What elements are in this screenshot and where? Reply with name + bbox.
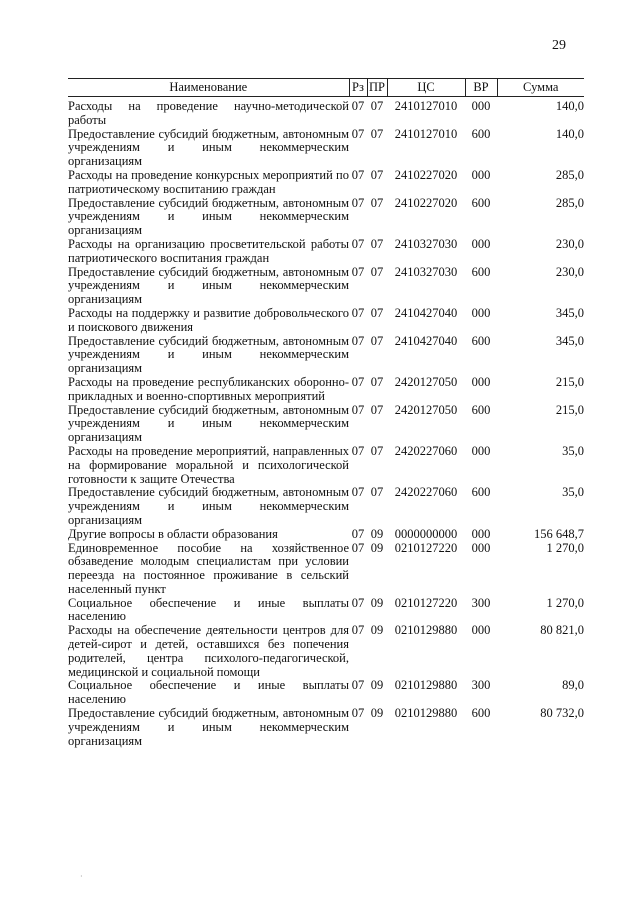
cell-rz: 07	[351, 595, 365, 610]
cell-sum: 215,0	[555, 402, 584, 417]
cell-pr: 09	[370, 678, 384, 693]
cell-rz: 07	[351, 485, 365, 500]
cell-vr: 000	[471, 623, 491, 638]
cell-name: Другие вопросы в области образования	[68, 526, 278, 541]
table-row	[68, 335, 584, 376]
table-row	[68, 707, 584, 748]
page-number: 29	[552, 38, 566, 53]
cell-pr: 07	[370, 236, 384, 251]
cell-sum: 230,0	[555, 264, 584, 279]
cell-rz: 07	[351, 264, 365, 279]
cell-cs: 0210127220	[394, 540, 458, 555]
cell-pr: 07	[370, 126, 384, 141]
cell-rz: 07	[351, 126, 365, 141]
cell-vr: 000	[471, 374, 491, 389]
cell-cs: 2420227060	[394, 485, 458, 500]
header-rz: Рз	[349, 79, 367, 97]
table-row	[68, 528, 584, 542]
cell-name: Расходы на организацию просветительской работы патриотического воспитания граждан	[68, 236, 349, 265]
table-row	[68, 542, 584, 597]
cell-name: Расходы на обеспечение деятельности центров для детей-сирот и детей, оставшихся без попечения родителей, центра психолого-педагогической, медицинской и социальной помощи	[68, 623, 349, 679]
cell-vr: 000	[471, 540, 491, 555]
cell-sum: 35,0	[562, 485, 584, 500]
budget-table	[68, 78, 584, 748]
header-name: Наименование	[68, 79, 349, 97]
table-row	[68, 100, 584, 128]
cell-name: Предоставление субсидий бюджетным, автономным учреждениям и иным некоммерческим организациям	[68, 706, 349, 748]
table-row	[68, 624, 584, 679]
cell-vr: 000	[471, 443, 491, 458]
cell-cs: 2410227020	[394, 195, 458, 210]
cell-sum: 140,0	[555, 99, 584, 113]
cell-vr: 000	[471, 167, 491, 182]
cell-cs: 2420127050	[394, 402, 458, 417]
cell-name: Предоставление субсидий бюджетным, автономным учреждениям и иным некоммерческим организациям	[68, 195, 349, 238]
header-cs: ЦС	[387, 79, 465, 97]
header-vr: ВР	[465, 79, 497, 97]
table-row	[68, 197, 584, 238]
cell-name: Расходы на проведение мероприятий, направленных на формирование моральной и психологической готовности к защите Отечества	[68, 443, 349, 486]
cell-name: Социальное обеспечение и иные выплаты населению	[68, 678, 349, 707]
cell-name: Единовременное пособие на хозяйственное обзаведение молодым специалистам при условии переезда на постоянное проживание в сельский населенный пункт	[68, 540, 349, 596]
cell-cs: 2410227020	[394, 167, 458, 182]
cell-pr: 09	[370, 540, 384, 555]
cell-pr: 07	[370, 195, 384, 210]
cell-vr: 600	[471, 402, 491, 417]
cell-name: Предоставление субсидий бюджетным, автономным учреждениям и иным некоммерческим организациям	[68, 485, 349, 527]
cell-sum: 80 732,0	[540, 706, 584, 721]
cell-cs: 0210129880	[394, 706, 458, 721]
cell-name: Предоставление субсидий бюджетным, автономным учреждениям и иным некоммерческим организациям	[68, 126, 349, 169]
cell-pr: 07	[370, 374, 384, 389]
cell-sum: 345,0	[555, 333, 584, 348]
cell-sum: 215,0	[555, 374, 584, 389]
cell-sum: 35,0	[562, 443, 584, 458]
cell-cs: 2420127050	[394, 374, 458, 389]
cell-vr: 000	[471, 99, 491, 113]
cell-rz: 07	[351, 374, 365, 389]
cell-pr: 09	[370, 595, 384, 610]
cell-pr: 07	[370, 443, 384, 458]
cell-sum: 1 270,0	[546, 595, 584, 610]
cell-rz: 07	[351, 305, 365, 320]
cell-pr: 07	[370, 485, 384, 500]
cell-cs: 2410127010	[394, 99, 458, 113]
cell-vr: 600	[471, 333, 491, 348]
table-row	[68, 128, 584, 169]
header-sum: Сумма	[497, 79, 584, 97]
cell-sum: 345,0	[555, 305, 584, 320]
cell-name: Социальное обеспечение и иные выплаты населению	[68, 595, 349, 624]
cell-pr: 07	[370, 333, 384, 348]
cell-vr: 000	[471, 305, 491, 320]
table-row	[68, 597, 584, 625]
cell-vr: 000	[471, 526, 491, 541]
cell-rz: 07	[351, 443, 365, 458]
cell-name: Предоставление субсидий бюджетным, автономным учреждениям и иным некоммерческим организациям	[68, 402, 349, 445]
cell-name: Предоставление субсидий бюджетным, автономным учреждениям и иным некоммерческим организациям	[68, 333, 349, 376]
cell-rz: 07	[351, 99, 365, 113]
table-row	[68, 404, 584, 445]
cell-cs: 2410327030	[394, 264, 458, 279]
cell-name: Расходы на проведение республиканских оборонно-прикладных и военно-спортивных мероприятий	[68, 374, 349, 403]
scan-mark: ·	[80, 872, 83, 881]
cell-rz: 07	[351, 623, 365, 638]
cell-cs: 2410327030	[394, 236, 458, 251]
cell-vr: 000	[471, 236, 491, 251]
cell-sum: 156 648,7	[534, 526, 584, 541]
cell-vr: 600	[471, 485, 491, 500]
table-row	[68, 238, 584, 266]
cell-vr: 600	[471, 126, 491, 141]
cell-sum: 89,0	[562, 678, 584, 693]
cell-cs: 0210129880	[394, 678, 458, 693]
table-row	[68, 169, 584, 197]
table-row	[68, 307, 584, 335]
cell-sum: 80 821,0	[540, 623, 584, 638]
cell-vr: 300	[471, 595, 491, 610]
cell-pr: 09	[370, 526, 384, 541]
cell-vr: 600	[471, 706, 491, 721]
cell-name: Расходы на поддержку и развитие добровольческого и поискового движения	[68, 305, 349, 334]
cell-sum: 285,0	[555, 167, 584, 182]
cell-sum: 285,0	[555, 195, 584, 210]
cell-cs: 2420227060	[394, 443, 458, 458]
cell-cs: 0210129880	[394, 623, 458, 638]
cell-vr: 600	[471, 264, 491, 279]
cell-cs: 2410427040	[394, 333, 458, 348]
cell-pr: 07	[370, 167, 384, 182]
cell-pr: 07	[370, 99, 384, 113]
cell-rz: 07	[351, 678, 365, 693]
cell-pr: 07	[370, 264, 384, 279]
table-row	[68, 679, 584, 707]
cell-vr: 600	[471, 195, 491, 210]
cell-rz: 07	[351, 236, 365, 251]
cell-sum: 1 270,0	[546, 540, 584, 555]
cell-pr: 09	[370, 623, 384, 638]
table-row	[68, 445, 584, 486]
cell-rz: 07	[351, 402, 365, 417]
cell-rz: 07	[351, 333, 365, 348]
cell-rz: 07	[351, 167, 365, 182]
cell-sum: 230,0	[555, 236, 584, 251]
cell-pr: 09	[370, 706, 384, 721]
cell-pr: 07	[370, 305, 384, 320]
cell-vr: 300	[471, 678, 491, 693]
cell-name: Предоставление субсидий бюджетным, автономным учреждениям и иным некоммерческим организациям	[68, 264, 349, 307]
cell-name: Расходы на проведение научно-методической работы	[68, 99, 349, 127]
cell-rz: 07	[351, 195, 365, 210]
cell-rz: 07	[351, 526, 365, 541]
cell-cs: 0210127220	[394, 595, 458, 610]
cell-rz: 07	[351, 540, 365, 555]
cell-sum: 140,0	[555, 126, 584, 141]
header-pr: ПР	[367, 79, 387, 97]
table-body	[68, 100, 584, 748]
table-row	[68, 486, 584, 527]
cell-rz: 07	[351, 706, 365, 721]
cell-cs: 0000000000	[394, 526, 458, 541]
table-row	[68, 376, 584, 404]
cell-cs: 2410427040	[394, 305, 458, 320]
table-row	[68, 266, 584, 307]
cell-name: Расходы на проведение конкурсных мероприятий по патриотическому воспитанию граждан	[68, 167, 349, 196]
cell-cs: 2410127010	[394, 126, 458, 141]
cell-pr: 07	[370, 402, 384, 417]
table-header-row	[68, 79, 584, 97]
